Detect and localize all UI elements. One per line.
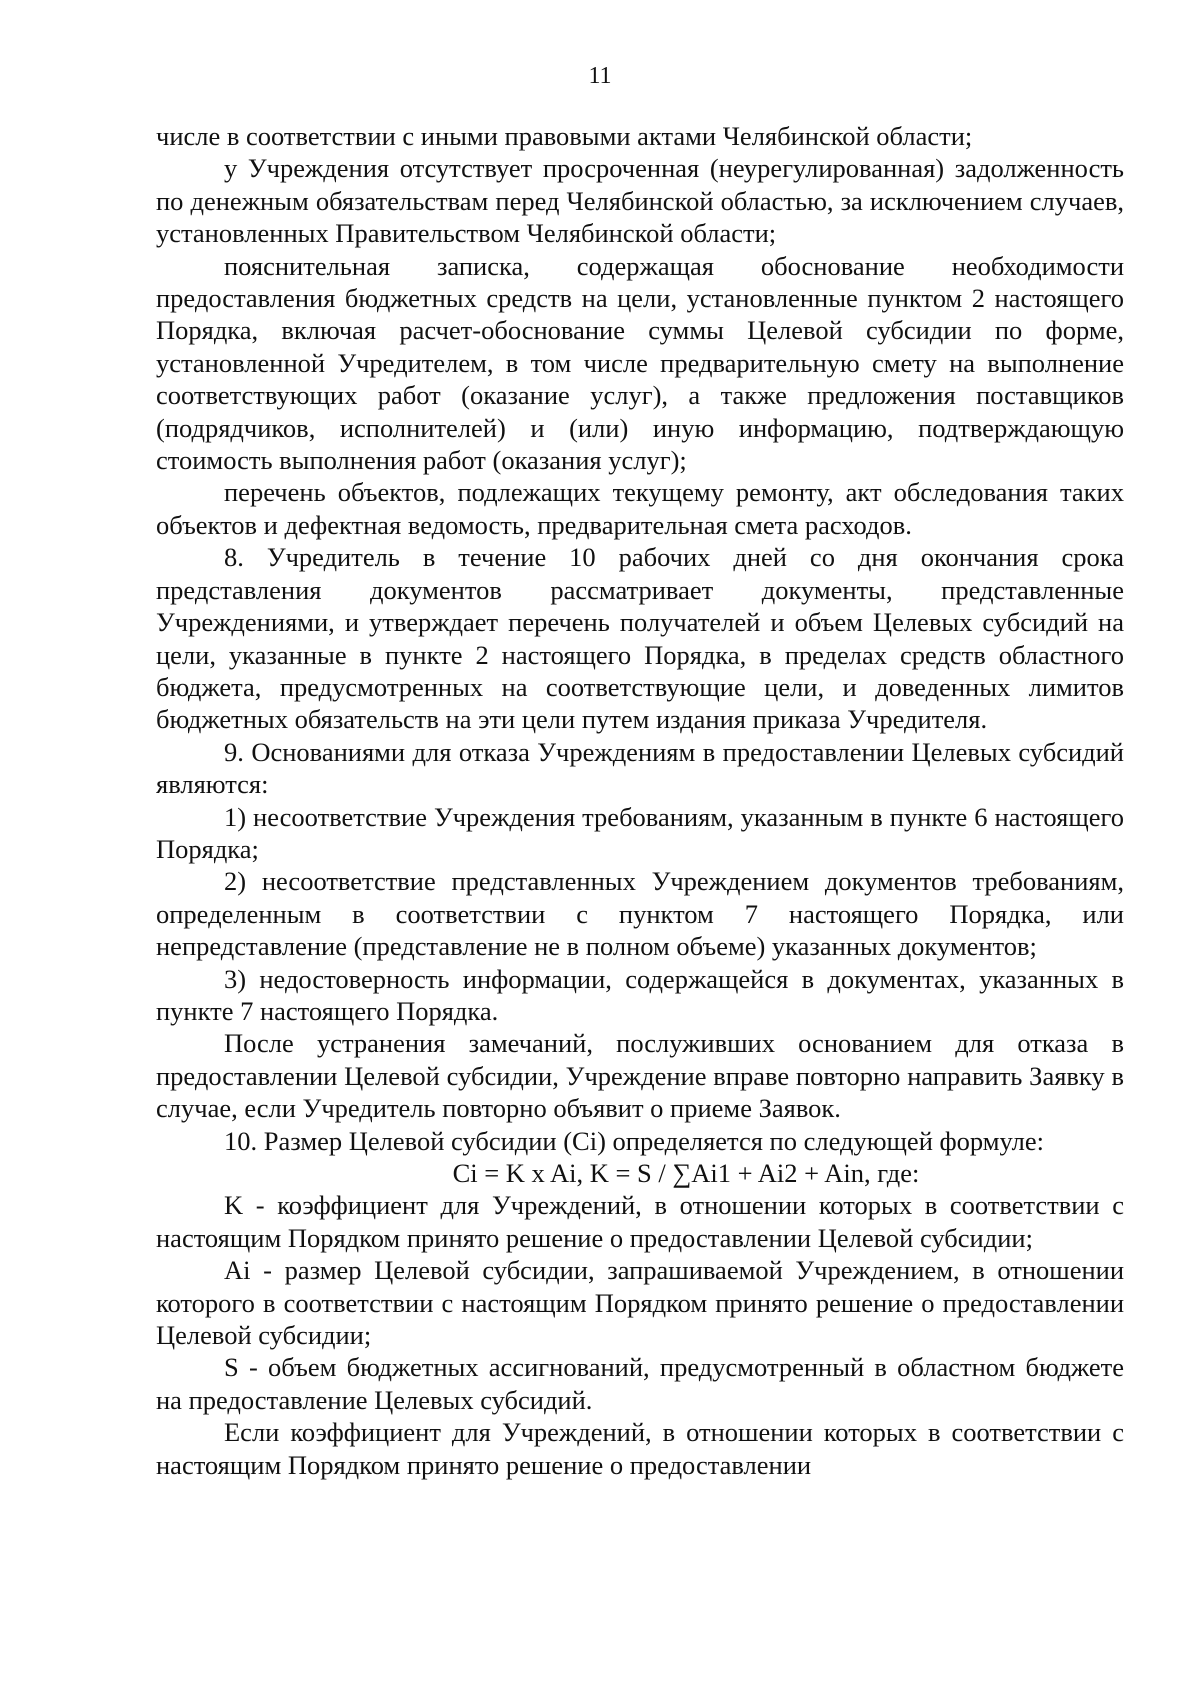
paragraph-no-debt-requirement: у Учреждения отсутствует просроченная (неурегулированная) задолженность по денежным обязательствам перед Челябинской областью, за исключением случаев, установленных Правительством Челябинской области;	[156, 153, 1124, 249]
paragraph-item-10: 10. Размер Целевой субсидии (Ci) определяется по следующей формуле:	[224, 1125, 1044, 1156]
paragraph-item-9-sub-3: 3) недостоверность информации, содержащейся в документах, указанных в пункте 7 настоящего Порядка.	[156, 963, 1124, 1026]
paragraph-item-9: 9. Основаниями для отказа Учреждениям в предоставлении Целевых субсидий являются:	[156, 736, 1124, 800]
definition-k: K - коэффициент для Учреждений, в отношении которых в соответствии с настоящим Порядком принято решение о предоставлении Целевой субсидии;	[156, 1190, 1124, 1253]
paragraph-item-9-sub-2: 2) несоответствие представленных Учреждением документов требованиям, определенным в соответствии с пунктом 7 настоящего Порядка, или непредставление (представление не в полном объеме) указанных документов;	[156, 866, 1124, 962]
paragraph-item-9-sub-1: 1) несоответствие Учреждения требованиям, указанным в пункте 6 настоящего Порядка;	[156, 801, 1124, 864]
paragraph-coefficient-condition: Если коэффициент для Учреждений, в отношении которых в соответствии с настоящим Порядком принято решение о предоставлении	[156, 1417, 1124, 1480]
document-body	[156, 120, 1124, 1481]
paragraph-item-8: 8. Учредитель в течение 10 рабочих дней со дня окончания срока представления документов рассматривает документы, представленные Учреждениями, и утверждает перечень получателей и объем Целевых субсидий на цели, указанные в пункте 2 настоящего Порядка, в пределах средств областного бюджета, предусмотренных на соответствующие цели, и доведенных лимитов бюджетных обязательств на эти цели путем издания приказа Учредителя.	[156, 542, 1124, 735]
definition-ai: Ai - размер Целевой субсидии, запрашиваемой Учреждением, в отношении которого в соответствии с настоящим Порядком принято решение о предоставлении Целевой субсидии;	[156, 1255, 1124, 1351]
page-number: 11	[588, 63, 612, 89]
definition-s: S - объем бюджетных ассигнований, предусмотренный в областном бюджете на предоставление Целевых субсидий.	[156, 1352, 1124, 1415]
paragraph-continuation: числе в соответствии с иными правовыми актами Челябинской области;	[156, 121, 973, 151]
paragraph-repair-objects-list: перечень объектов, подлежащих текущему ремонту, акт обследования таких объектов и дефектная ведомость, предварительная смета расходов.	[156, 477, 1124, 540]
paragraph-explanatory-note: пояснительная записка, содержащая обоснование необходимости предоставления бюджетных средств на цели, установленные пунктом 2 настоящего Порядка, включая расчет-обоснование суммы Целевой субсидии по форме, установленной Учредителем, в том числе предварительную смету на выполнение соответствующих работ (оказание услуг), а также предложения поставщиков (подрядчиков, исполнителей) и (или) иную информацию, подтверждающую стоимость выполнения работ (оказания услуг);	[156, 250, 1124, 476]
subsidy-formula: Ci = K x Ai, K = S / ∑Ai1 + Ai2 + Ain, где:	[452, 1158, 920, 1188]
paragraph-resubmission: После устранения замечаний, послуживших основанием для отказа в предоставлении Целевой субсидии, Учреждение вправе повторно направить Заявку в случае, если Учредитель повторно объявит о приеме Заявок.	[156, 1028, 1124, 1124]
